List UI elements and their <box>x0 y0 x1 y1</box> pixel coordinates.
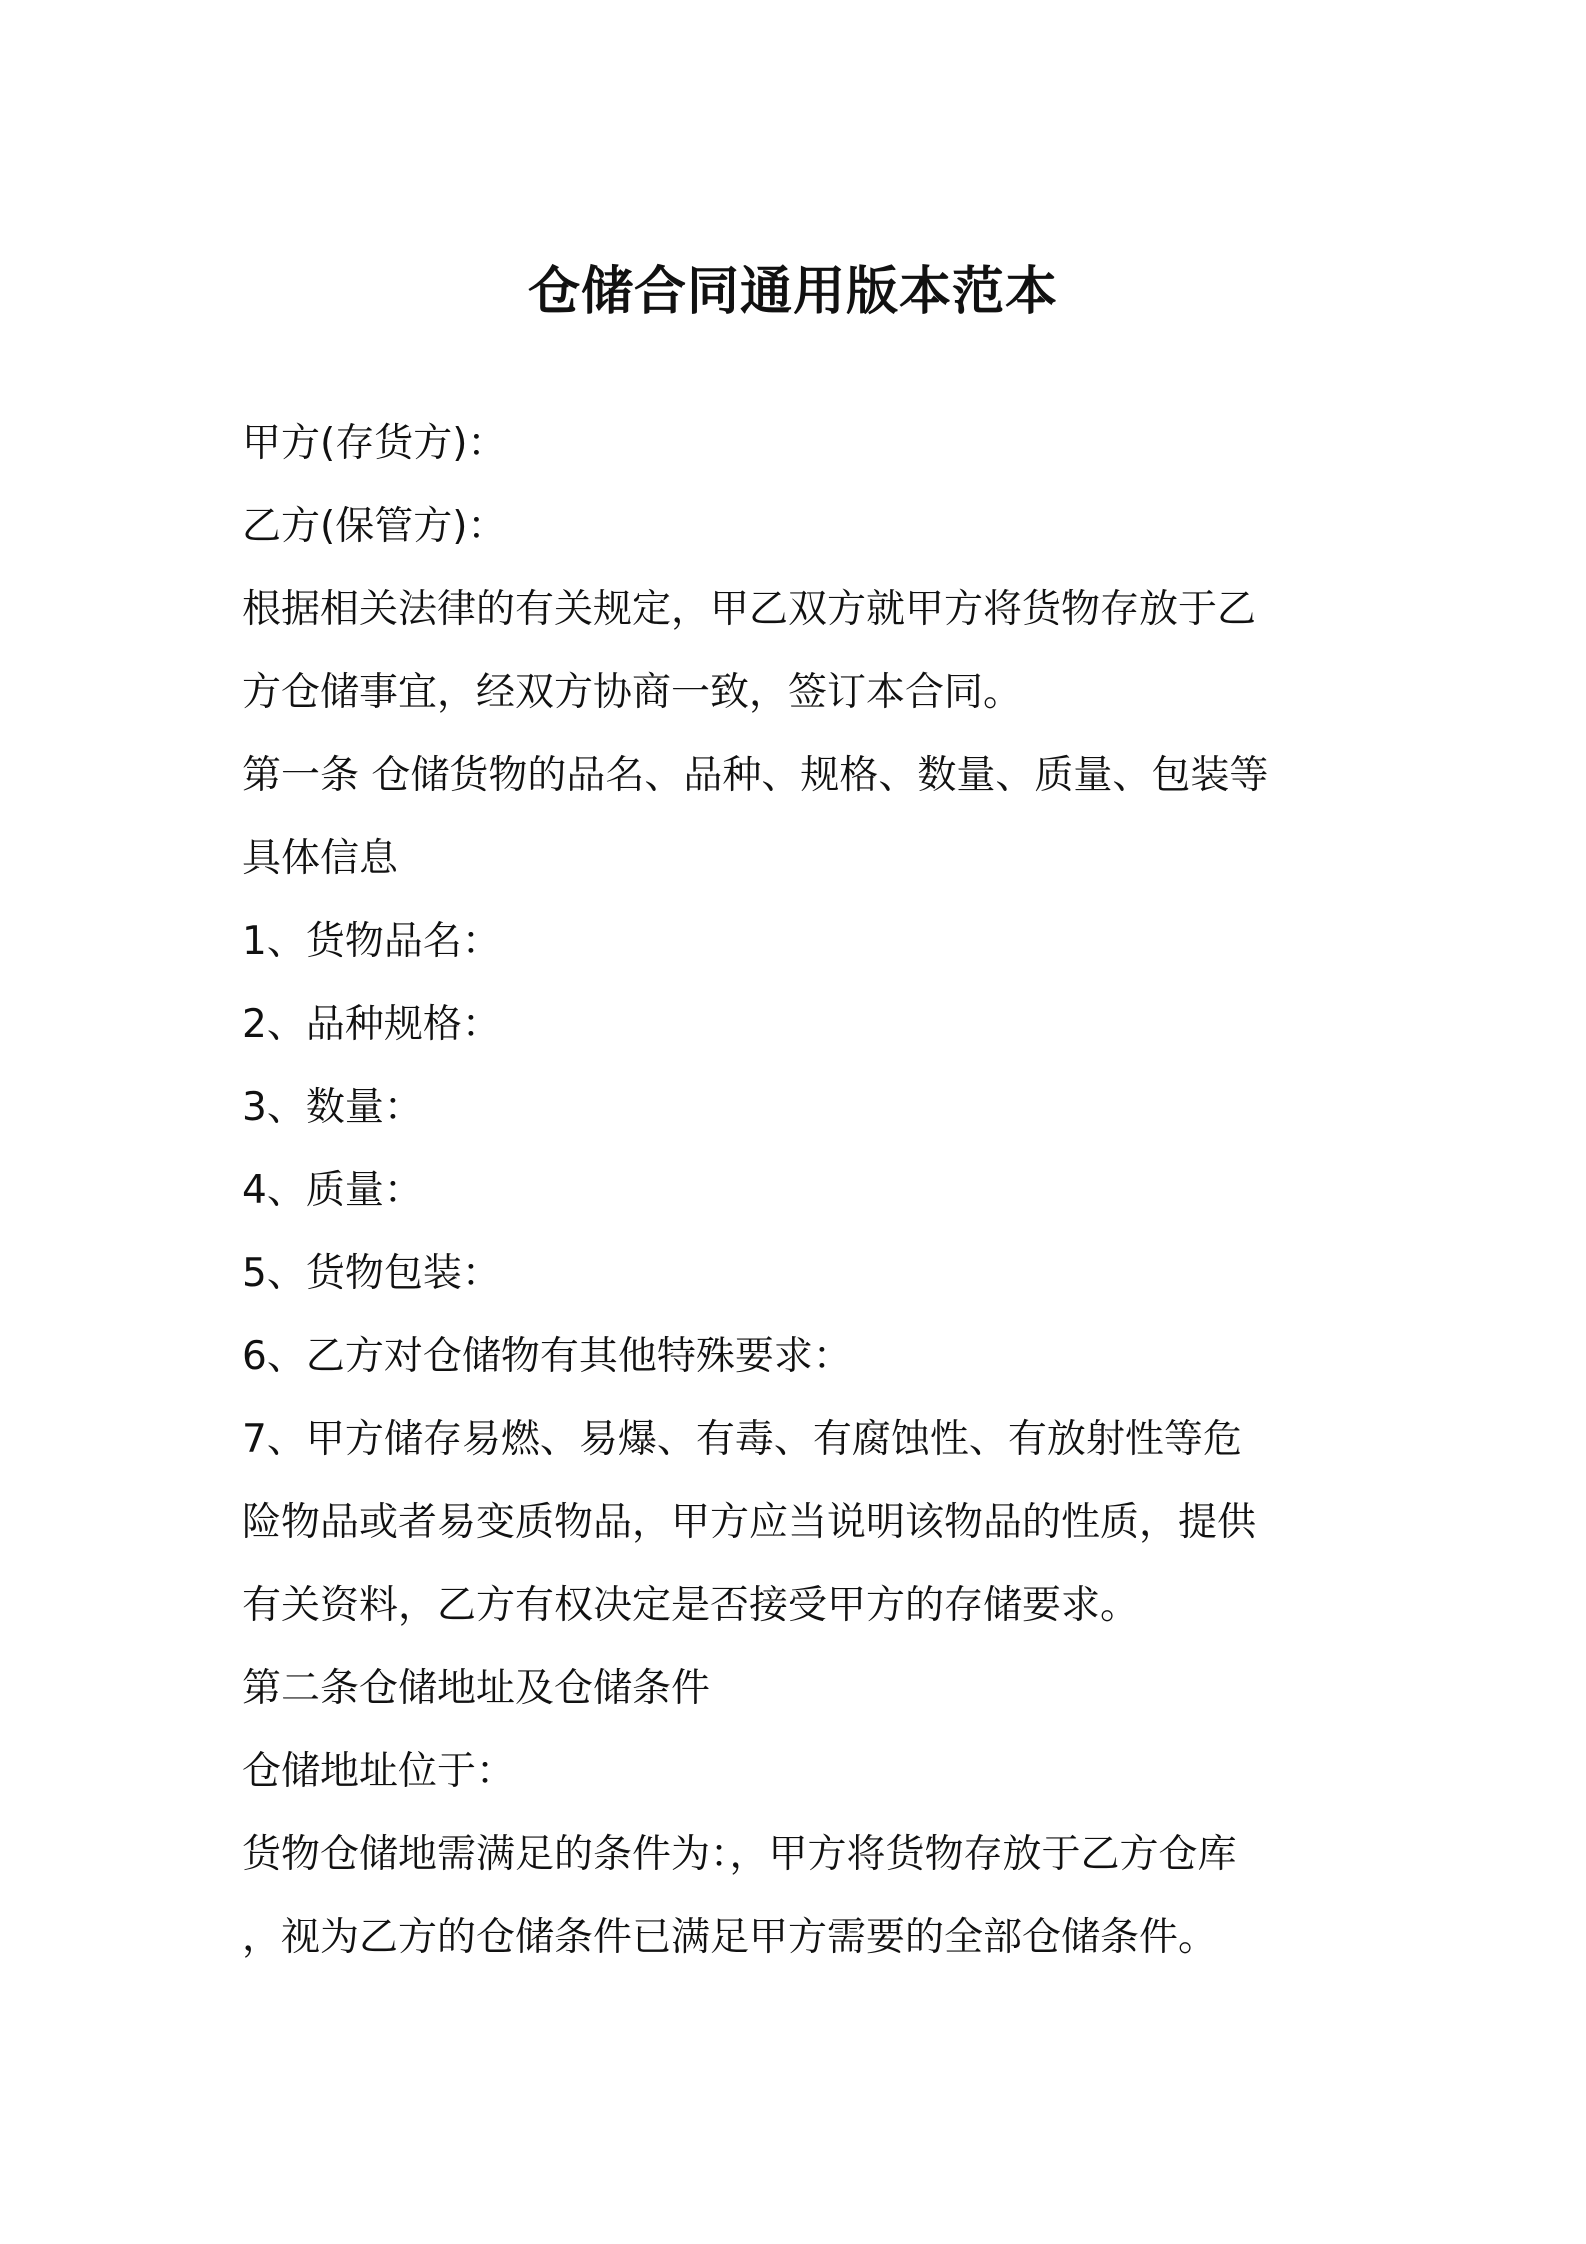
article-1-heading-line-1: 第一条 仓储货物的品名、品种、规格、数量、质量、包装等 <box>242 753 1269 798</box>
preamble-line-2: 方仓储事宜，经双方协商一致，签订本合同。 <box>242 670 1023 715</box>
storage-conditions-line-1: 货物仓储地需满足的条件为：，甲方将货物存放于乙方仓库 <box>242 1832 1237 1877</box>
article-2-heading: 第二条仓储地址及仓储条件 <box>242 1666 711 1711</box>
item-6-special-requirements: 6、乙方对仓储物有其他特殊要求： <box>242 1334 852 1379</box>
item-2-variety-spec: 2、品种规格： <box>242 1002 501 1047</box>
item-3-quantity: 3、数量： <box>242 1085 423 1130</box>
document-title: 仓储合同通用版本范本 <box>527 262 1058 322</box>
preamble-line-1: 根据相关法律的有关规定，甲乙双方就甲方将货物存放于乙 <box>242 587 1257 632</box>
item-7-line-1: 7、甲方储存易燃、易爆、有毒、有腐蚀性、有放射性等危 <box>242 1417 1242 1462</box>
contract-body <box>242 402 1362 1979</box>
article-1-heading-line-2: 具体信息 <box>242 836 399 881</box>
item-5-packaging: 5、货物包装： <box>242 1251 501 1296</box>
item-7-line-3: 有关资料，乙方有权决定是否接受甲方的存储要求。 <box>242 1583 1140 1628</box>
item-7-line-2: 险物品或者易变质物品，甲方应当说明该物品的性质，提供 <box>242 1500 1257 1545</box>
item-4-quality: 4、质量： <box>242 1168 423 1213</box>
item-1-goods-name: 1、货物品名： <box>242 919 501 964</box>
storage-conditions-line-2: ，视为乙方的仓储条件已满足甲方需要的全部仓储条件。 <box>242 1915 1218 1960</box>
party-a-line: 甲方(存货方)： <box>242 421 507 466</box>
party-b-line: 乙方(保管方)： <box>242 504 507 549</box>
storage-address-line: 仓储地址位于： <box>242 1749 516 1794</box>
